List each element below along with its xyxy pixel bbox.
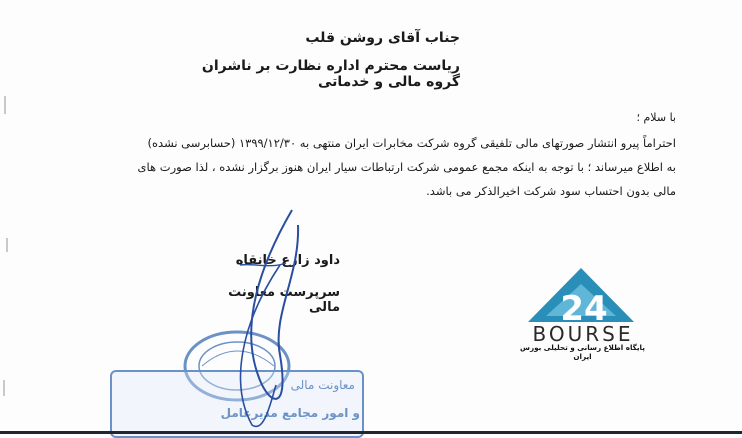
logo-word: BOURSE [532, 322, 634, 346]
scan-speck [4, 96, 6, 114]
body-line: احتراماً پیرو انتشار صورتهای مالی تلفیقی گروه شرکت مخابرات ایران منتهی به ۱۳۹۹/۱۲/۳۰ (حسابرسی نشده) [147, 136, 676, 150]
logo-mark: 24 [560, 289, 608, 329]
logo-tagline: پایگاه اطلاع رسانی و تحلیلی بورس ایران [520, 343, 645, 361]
letter-subject: ریاست محترم اداره نظارت بر ناشران گروه مالی و خدماتی [201, 58, 460, 90]
stamp-line: معاونت مالی [290, 378, 355, 392]
stamp-line: و امور مجامع مدیرعامل [220, 406, 360, 420]
handwritten-signature [200, 205, 320, 434]
signatory-name: داود زارع خانقاه [235, 253, 340, 268]
scan-speck [6, 238, 8, 252]
body-line: به اطلاع میرساند ؛ با توجه به اینکه مجمع عمومی شرکت ارتباطات سیار ایران هنوز برگزار نشده ، لذا صورت های [137, 160, 676, 174]
greeting: با سلام ؛ [636, 111, 676, 124]
signatory-title: سرپرست معاونت مالی [228, 285, 340, 315]
scan-speck [3, 380, 5, 396]
addressee: جناب آقای روشن قلب [305, 30, 460, 46]
body-line: مالی بدون احتساب سود شرکت اخیرالذکر می باشد. [426, 184, 676, 198]
